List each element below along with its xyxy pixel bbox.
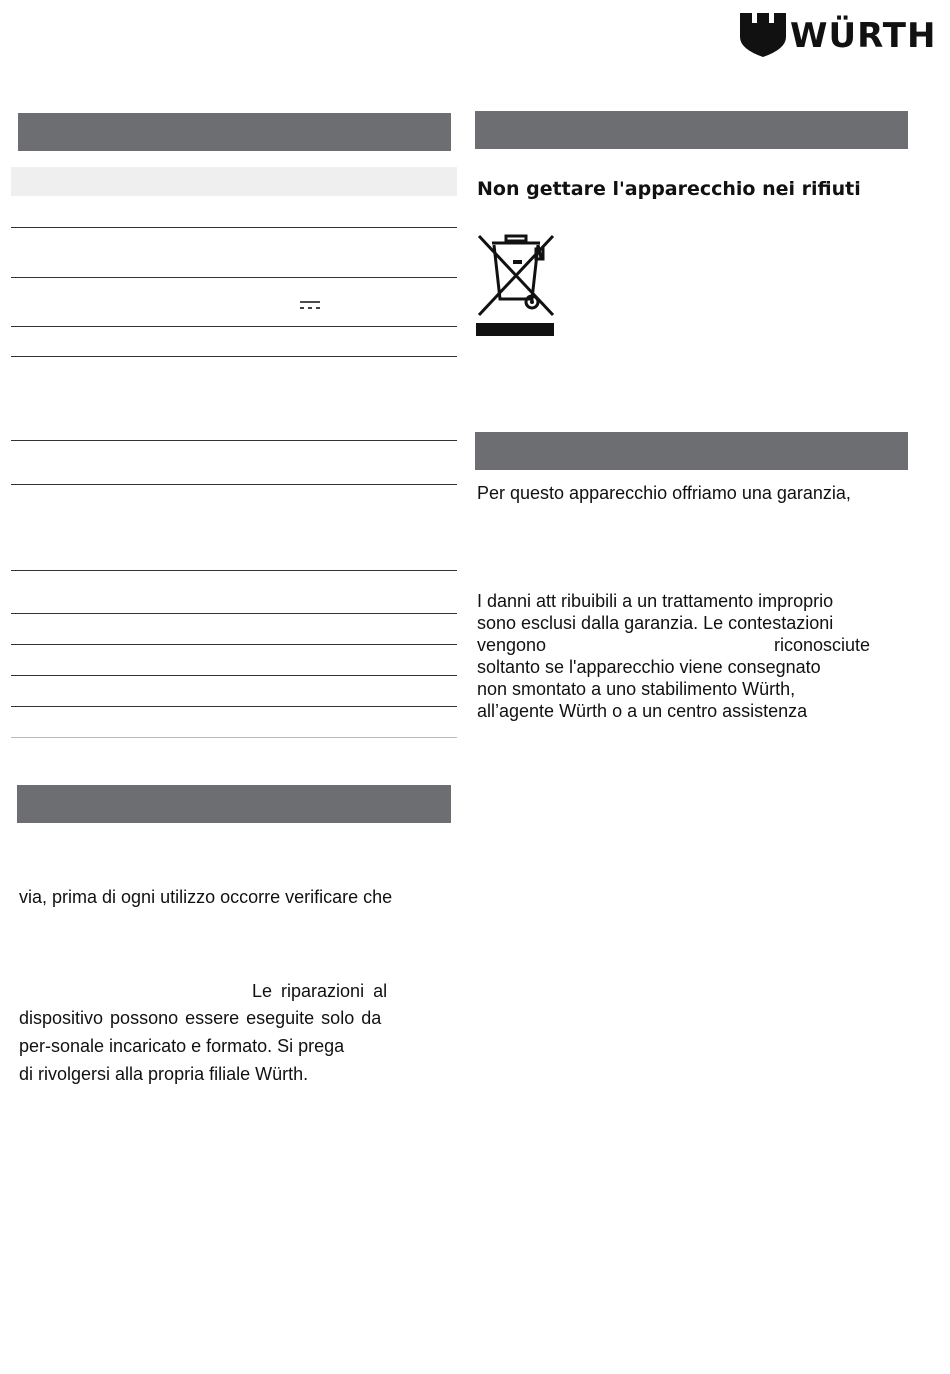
crossed-out-wheelie-bin-icon	[476, 233, 556, 337]
maintenance-line-1: via, prima di ogni utilizzo occorre verificare che	[19, 887, 393, 907]
warranty-para-line-3a: vengono	[477, 635, 547, 655]
table-row-divider	[11, 227, 457, 228]
table-row-divider	[11, 277, 457, 278]
warranty-para-line-1: I danni att ribuibili a un trattamento improprio	[477, 591, 834, 611]
technical-data-bar	[18, 113, 451, 151]
warranty-para-line-4: soltanto se l'apparecchio viene consegnato	[477, 657, 821, 677]
table-header-row	[11, 167, 457, 196]
table-row-divider	[11, 356, 457, 357]
table-row-divider	[11, 484, 457, 485]
brand-logo	[740, 12, 940, 58]
table-row-divider	[11, 326, 457, 327]
warranty-para-line-6: all’agente Würth o a un centro assistenza	[477, 701, 808, 721]
maintenance-repairs-start: Le riparazioni al	[252, 981, 388, 1001]
maintenance-line-3: per-sonale incaricato e formato. Si prega	[19, 1036, 345, 1056]
table-row-divider	[11, 706, 457, 707]
table-row-divider	[11, 644, 457, 645]
warranty-para-line-5: non smontato a uno stabilimento Würth,	[477, 679, 796, 699]
warranty-para-line-3b: riconosciute	[774, 635, 871, 655]
disposal-heading: Non gettare l'apparecchio nei rifiuti	[477, 178, 861, 200]
table-row-divider	[11, 675, 457, 676]
warranty-line-1: Per questo apparecchio offriamo una garanzia,	[477, 483, 851, 503]
direct-current-icon	[299, 300, 321, 310]
maintenance-line-2: dispositivo possono essere eseguite solo da	[19, 1008, 382, 1028]
table-row-divider	[11, 613, 457, 614]
table-row-divider	[11, 570, 457, 571]
table-row-divider	[11, 737, 457, 738]
maintenance-bar	[17, 785, 451, 823]
maintenance-line-4: di rivolgersi alla propria filiale Würth.	[19, 1064, 309, 1084]
wurth-emblem-icon	[740, 13, 786, 57]
warranty-para-line-2: sono esclusi dalla garanzia. Le contestazioni	[477, 613, 834, 633]
brand-name: WÜRTH	[790, 16, 937, 56]
disposal-bar	[475, 111, 908, 149]
table-row-divider	[11, 440, 457, 441]
warranty-bar	[475, 432, 908, 470]
